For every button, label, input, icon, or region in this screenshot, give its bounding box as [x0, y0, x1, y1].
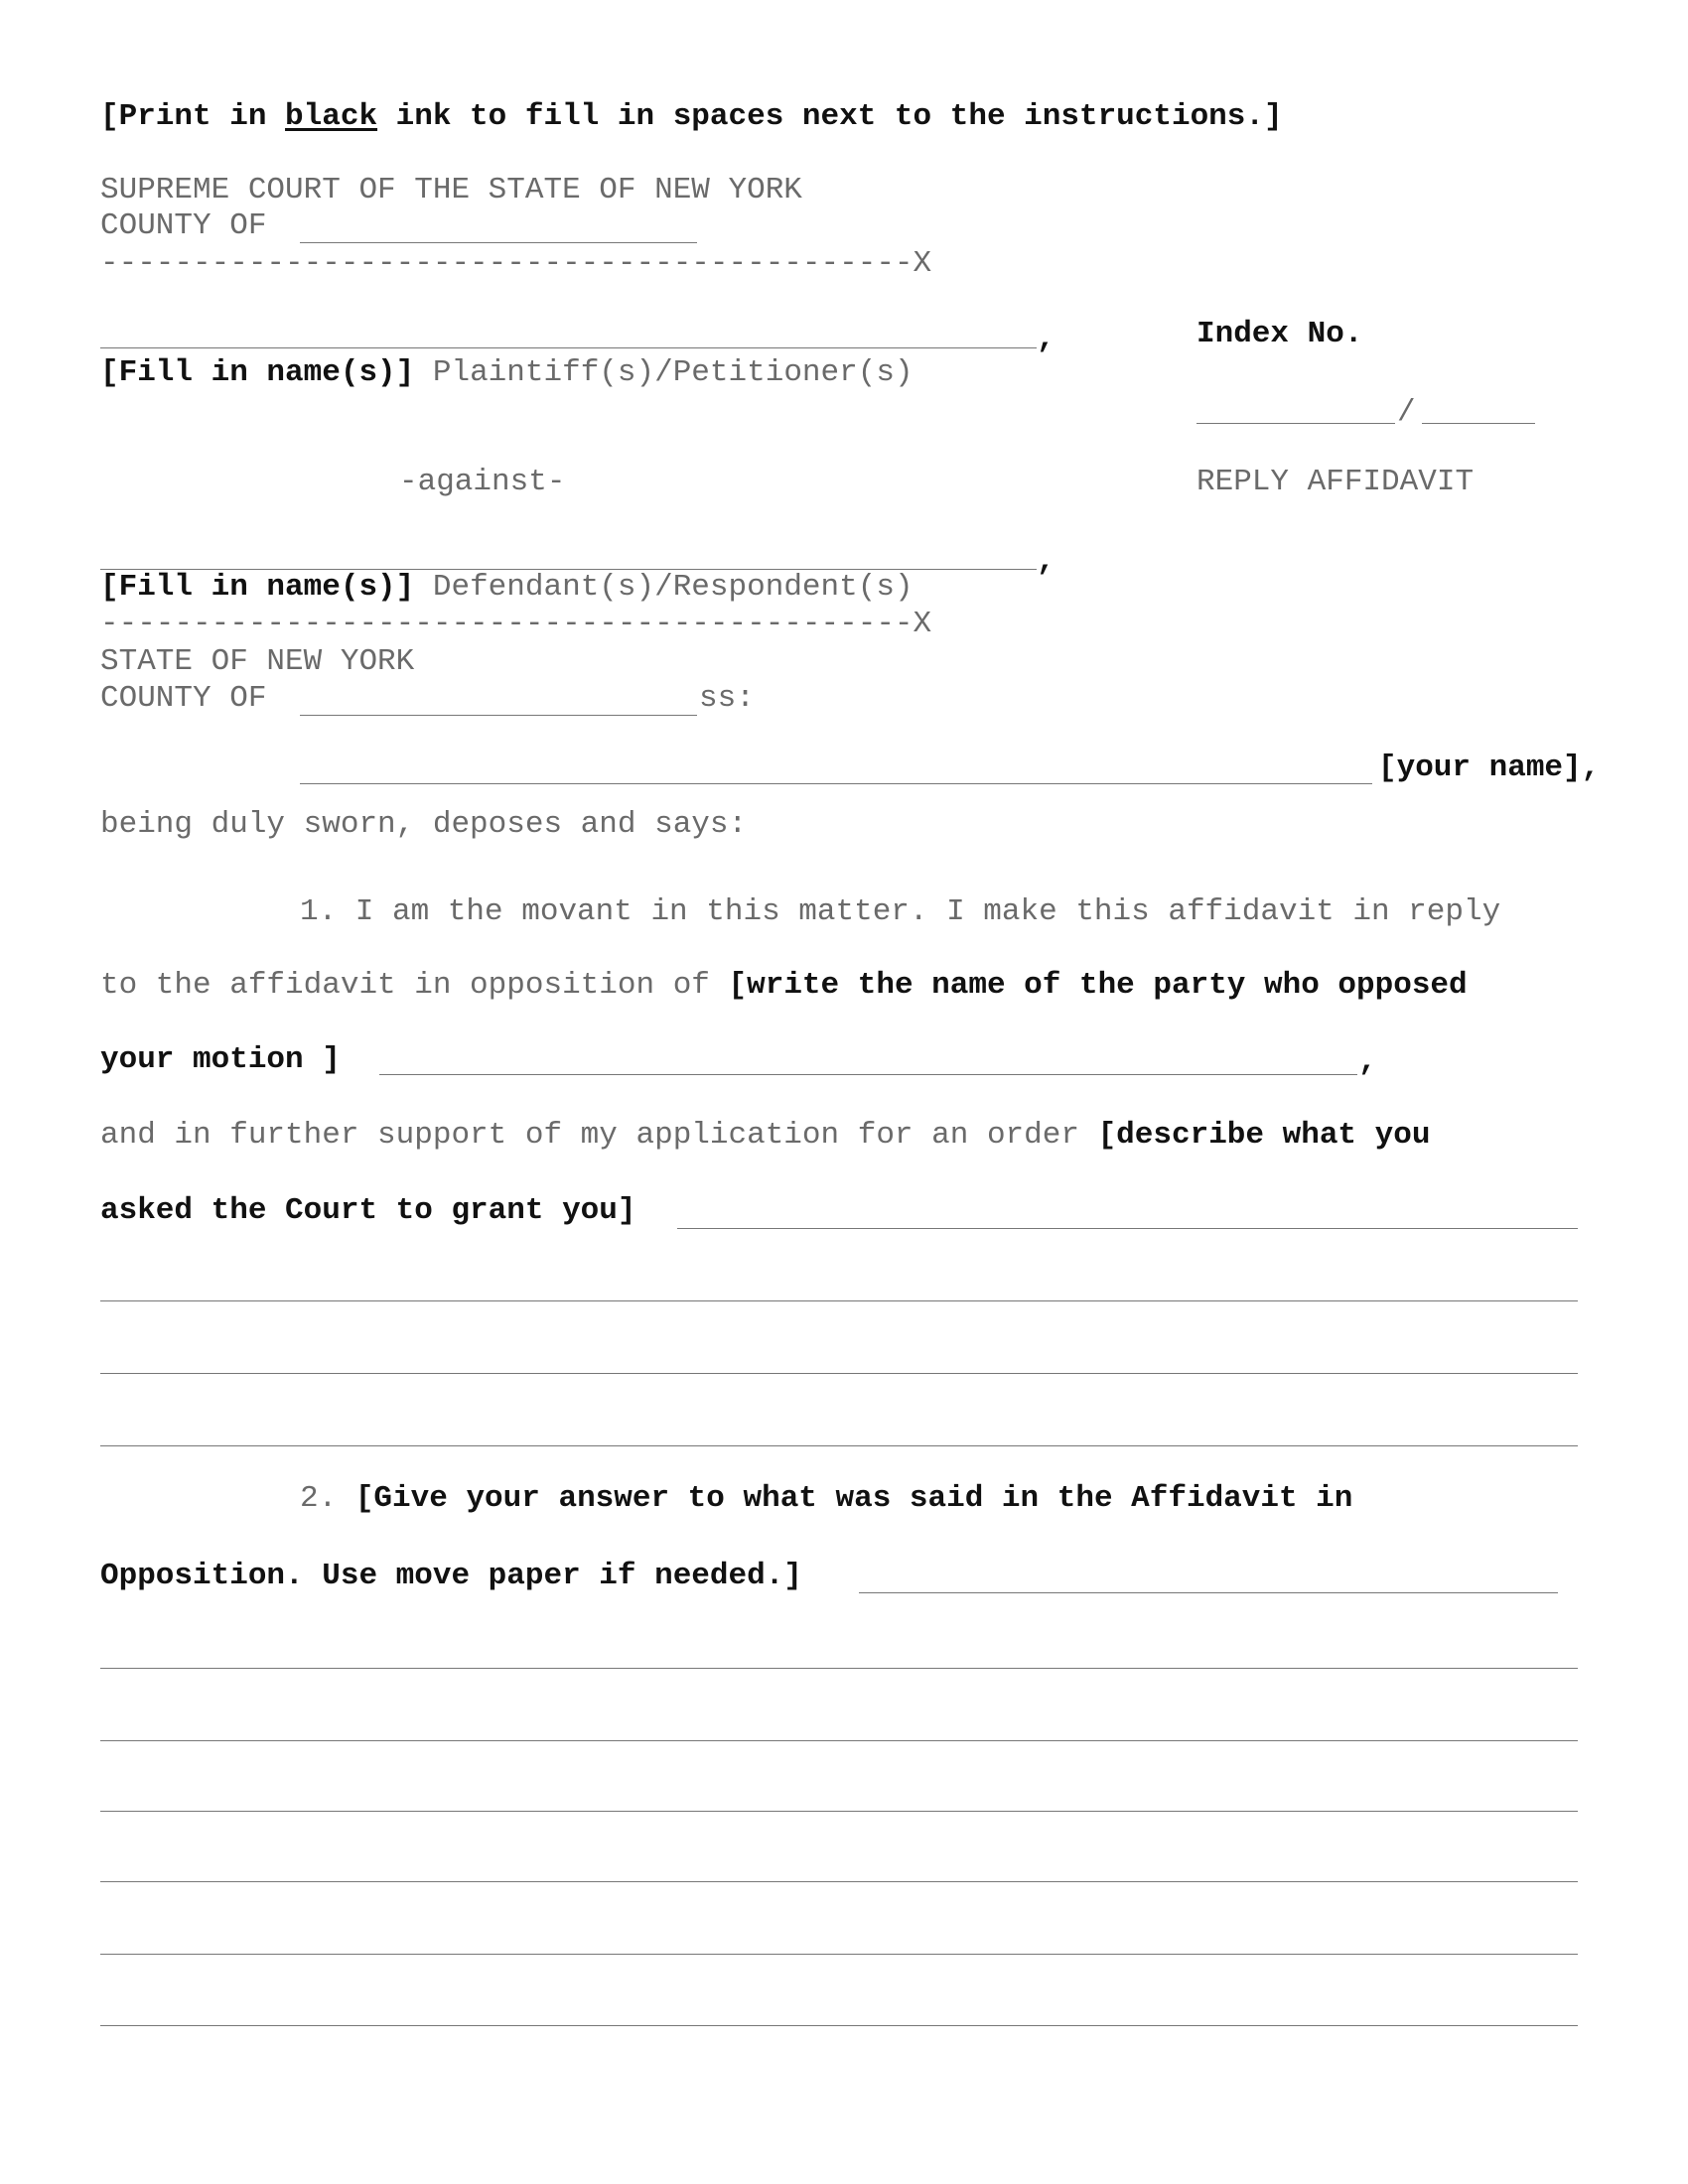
- defendant-comma: ,: [1037, 544, 1055, 579]
- index-slash: /: [1397, 395, 1416, 430]
- paragraph-1-line-4-text: and in further support of my application for an order: [100, 1118, 1098, 1153]
- reply-answer-field-1[interactable]: [859, 1592, 1558, 1593]
- defendant-hint: [Fill in name(s)]: [100, 570, 415, 605]
- venue-county-field[interactable]: [300, 715, 697, 716]
- reply-answer-field-3[interactable]: [100, 1740, 1578, 1741]
- instructions-emphasis: black: [285, 99, 378, 134]
- reply-answer-field-7[interactable]: [100, 2025, 1578, 2026]
- print-instructions: [100, 101, 1283, 132]
- opposing-party-field[interactable]: [379, 1074, 1357, 1075]
- index-label: Index No.: [1196, 317, 1363, 351]
- plaintiff-comma: ,: [1037, 322, 1055, 356]
- paragraph-1-line-3-comma: ,: [1358, 1044, 1377, 1079]
- plaintiff-role: Plaintiff(s)/Petitioner(s): [414, 355, 914, 390]
- paragraph-2-number: 2.: [300, 1481, 338, 1516]
- instructions-suffix: ink to fill in spaces next to the instructions.]: [377, 99, 1283, 134]
- defendant-caption: [100, 572, 914, 603]
- paragraph-2-line-1: [300, 1483, 1352, 1514]
- reply-answer-field-4[interactable]: [100, 1811, 1578, 1812]
- plaintiff-hint: [Fill in name(s)]: [100, 355, 415, 390]
- venue-state: STATE OF NEW YORK: [100, 644, 415, 679]
- paragraph-1-line-4-hint: [describe what you: [1097, 1118, 1431, 1153]
- court-county-label: COUNTY OF: [100, 208, 267, 243]
- paragraph-1-line-2-hint: [write the name of the party who opposed: [728, 968, 1468, 1003]
- index-year-field[interactable]: [1422, 423, 1535, 424]
- paragraph-2-line-1-hint: [Give your answer to what was said in the Affidavit in: [354, 1481, 1353, 1516]
- caption-separator-bottom: --------------------------------------------X: [100, 607, 932, 641]
- venue-county-label: COUNTY OF: [100, 681, 267, 716]
- sworn-statement: being duly sworn, deposes and says:: [100, 807, 748, 842]
- reply-answer-field-2[interactable]: [100, 1668, 1578, 1669]
- court-county-field[interactable]: [300, 242, 697, 243]
- defendant-role: Defendant(s)/Respondent(s): [414, 570, 914, 605]
- court-name: SUPREME COURT OF THE STATE OF NEW YORK: [100, 173, 802, 207]
- paragraph-1-line-4: [100, 1120, 1430, 1151]
- relief-requested-field-2[interactable]: [100, 1300, 1578, 1301]
- paragraph-1-line-2-text: to the affidavit in opposition of: [100, 968, 729, 1003]
- relief-requested-field-4[interactable]: [100, 1445, 1578, 1446]
- paragraph-2-line-2-hint: Opposition. Use move paper if needed.]: [100, 1559, 802, 1593]
- deponent-name-hint: [your name],: [1378, 751, 1601, 785]
- caption-separator-top: --------------------------------------------X: [100, 246, 932, 281]
- paragraph-1-line-1: 1. I am the movant in this matter. I make this affidavit in reply: [300, 894, 1501, 929]
- document-title: REPLY AFFIDAVIT: [1196, 465, 1475, 499]
- reply-answer-field-5[interactable]: [100, 1881, 1578, 1882]
- paragraph-1-line-3-hint: your motion ]: [100, 1042, 341, 1077]
- index-number-field[interactable]: [1196, 423, 1395, 424]
- versus-label: -against-: [399, 465, 566, 499]
- relief-requested-field-3[interactable]: [100, 1373, 1578, 1374]
- plaintiff-caption: [100, 357, 914, 388]
- plaintiff-name-field[interactable]: [100, 347, 1037, 348]
- paragraph-1-line-5-hint: asked the Court to grant you]: [100, 1193, 636, 1228]
- instructions-prefix: [Print in: [100, 99, 286, 134]
- paragraph-1-line-2: [100, 970, 1468, 1001]
- venue-ss: ss:: [699, 681, 755, 716]
- relief-requested-field-1[interactable]: [677, 1228, 1578, 1229]
- deponent-name-field[interactable]: [300, 783, 1372, 784]
- reply-answer-field-6[interactable]: [100, 1954, 1578, 1955]
